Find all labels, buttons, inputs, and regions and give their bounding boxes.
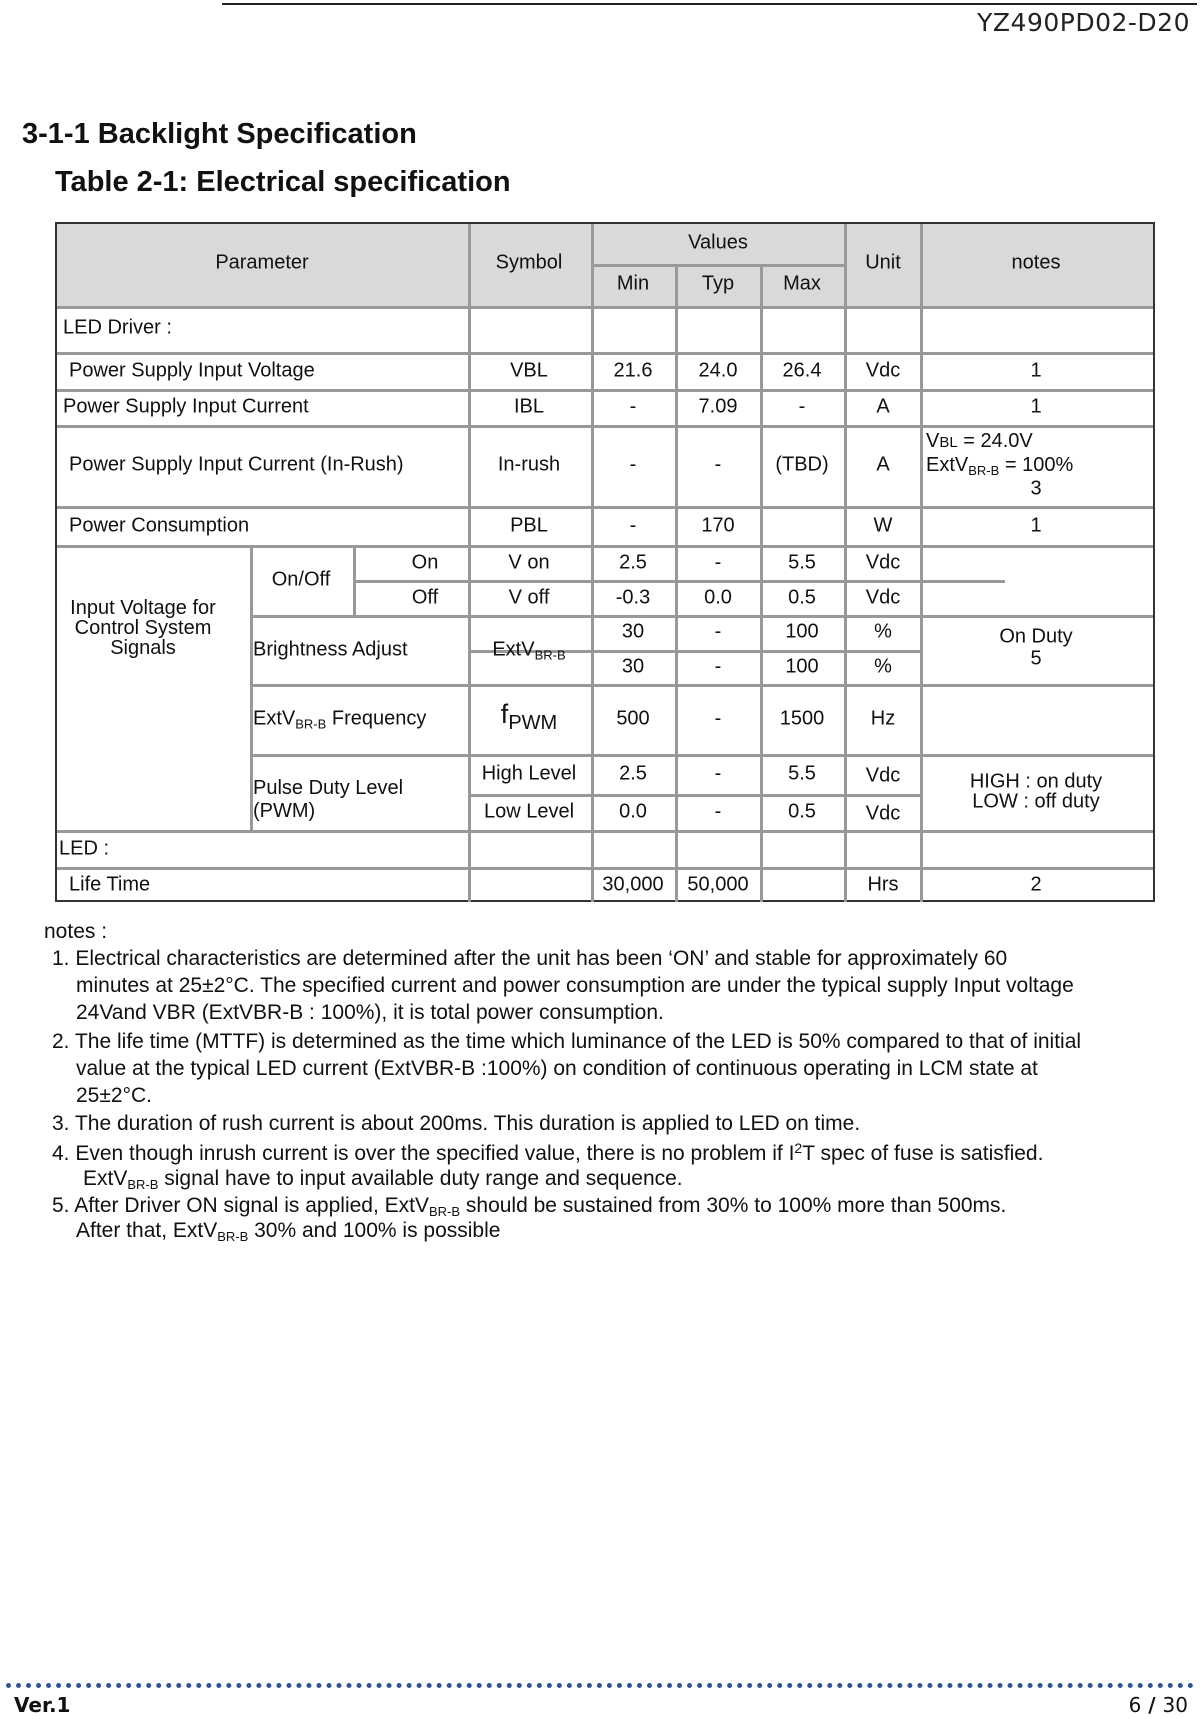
symbol-inrush: In-rush	[497, 453, 561, 476]
grid-line	[250, 754, 1153, 757]
symbol-high-level: High Level	[481, 762, 577, 785]
min-voff: -0.3	[615, 586, 651, 609]
grid-line	[57, 425, 1153, 428]
footer-version: Ver.1	[14, 1693, 71, 1717]
typ-power: 170	[701, 514, 735, 537]
note-life-time: 2	[1030, 873, 1042, 896]
max-psic: -	[798, 395, 806, 418]
note-on-duty-num: 5	[1030, 647, 1042, 670]
max-high: 5.5	[788, 762, 816, 785]
header-notes: notes	[1011, 251, 1061, 274]
grid-line	[760, 264, 763, 902]
max-brightness-1: 100	[785, 620, 819, 643]
frequency-label: ExtV$_{BR-B}$ Frequency	[253, 707, 427, 732]
note-inrush-ext: ExtV$_{BR-B}$ = 100%	[926, 454, 1074, 478]
typ-inrush: -	[714, 453, 722, 476]
unit-brightness-2: %	[874, 655, 892, 678]
typ-low: -	[714, 800, 722, 823]
note-on-duty: On Duty	[999, 625, 1073, 648]
typ-von: -	[714, 551, 722, 574]
header-max: Max	[783, 272, 821, 295]
pulse-duty-label-1: Pulse Duty Level	[253, 777, 404, 799]
unit-voff: Vdc	[865, 586, 901, 609]
typ-voff: 0.0	[704, 586, 732, 609]
unit-psiv: Vdc	[865, 359, 901, 382]
note-psic: 1	[1030, 395, 1042, 418]
led-label: LED :	[59, 837, 110, 860]
unit-life-time: Hrs	[867, 873, 899, 896]
header-symbol: Symbol	[495, 251, 563, 274]
notes-title: notes :	[44, 920, 108, 943]
header-values: Values	[688, 231, 748, 254]
symbol-psic: IBL	[513, 395, 545, 418]
table-title: Table 2-1: Electrical specification	[55, 166, 511, 198]
grid-line	[57, 352, 1153, 355]
param-power: Power Consumption	[69, 514, 250, 537]
document-id: YZ490PD02-D20	[977, 8, 1190, 37]
unit-von: Vdc	[865, 551, 901, 574]
symbol-low-level: Low Level	[483, 800, 575, 823]
min-life-time: 30,000	[602, 873, 664, 896]
typ-high: -	[714, 762, 722, 785]
grid-line	[468, 224, 471, 902]
max-brightness-2: 100	[785, 655, 819, 678]
min-power: -	[629, 514, 637, 537]
grid-line	[250, 615, 1153, 618]
header-unit: Unit	[865, 251, 901, 274]
note-1-line-2: minutes at 25±2°C. The specified current and power consumption are under the typical supply Input voltage	[76, 974, 1074, 997]
param-psiv: Power Supply Input Voltage	[69, 359, 315, 382]
max-voff: 0.5	[788, 586, 816, 609]
header-min: Min	[616, 272, 650, 295]
typ-freq: -	[714, 707, 722, 730]
min-psiv: 21.6	[613, 359, 653, 382]
note-4-line-1: 4. Even though inrush current is over the specified value, there is no problem if $I^2T$ spec of fuse is satisfied.	[52, 1140, 1044, 1165]
param-psic: Power Supply Input Current	[63, 395, 309, 418]
note-3: 3. The duration of rush current is about 200ms. This duration is applied to LED on time.	[52, 1112, 861, 1135]
grid-line	[591, 224, 594, 902]
note-4-line-2: ExtV$_{BR-B}$ signal have to input available duty range and sequence.	[83, 1167, 683, 1192]
symbol-fpwm: fPWM	[500, 699, 558, 734]
footer-dotted-rule	[6, 1683, 1194, 1688]
unit-high: Vdc	[865, 764, 901, 787]
grid-line	[57, 867, 1153, 870]
min-brightness-1: 30	[621, 620, 645, 643]
max-von: 5.5	[788, 551, 816, 574]
grid-line	[57, 545, 1153, 548]
note-inrush-vbl: VBL = 24.0V	[926, 430, 1033, 452]
note-5-line-1: 5. After Driver ON signal is applied, ExtV$_{BR-B}$ should be sustained from 30% to 100% more than 500ms.	[52, 1194, 1007, 1219]
min-von: 2.5	[619, 551, 647, 574]
min-psic: -	[629, 395, 637, 418]
note-1-line-3: 24Vand VBR (ExtVBR-B : 100%), it is total power consumption.	[76, 1001, 664, 1024]
grid-line	[920, 224, 923, 902]
unit-inrush: A	[876, 453, 890, 476]
grid-line	[250, 684, 1153, 687]
note-2-line-1: 2. The life time (MTTF) is determined as the time which luminance of the LED is 50% compared to that of initial	[52, 1030, 1082, 1053]
note-2-line-2: value at the typical LED current (ExtVBR-B :100%) on condition of continuous operating in LCM state at	[76, 1057, 1038, 1080]
electrical-spec-table	[55, 222, 1155, 902]
grid-line	[353, 545, 356, 615]
header-typ: Typ	[701, 272, 735, 295]
param-inrush: Power Supply Input Current (In-Rush)	[69, 453, 404, 476]
note-inrush-num: 3	[1030, 477, 1042, 500]
grid-line	[57, 830, 1153, 833]
header-parameter: Parameter	[215, 251, 309, 274]
symbol-power: PBL	[510, 514, 548, 537]
on-label: On	[411, 551, 439, 574]
max-low: 0.5	[788, 800, 816, 823]
grid-line	[353, 580, 1005, 583]
min-brightness-2: 30	[621, 655, 645, 678]
note-5-line-2: After that, ExtV$_{BR-B}$ 30% and 100% is possible	[76, 1219, 501, 1244]
typ-brightness-1: -	[714, 620, 722, 643]
typ-psiv: 24.0	[698, 359, 738, 382]
grid-line	[591, 264, 846, 267]
grid-line	[675, 264, 678, 902]
symbol-extvbrb: ExtV$_{BR-B}$	[492, 638, 566, 663]
note-2-line-3: 25±2°C.	[76, 1084, 152, 1107]
min-inrush: -	[629, 453, 637, 476]
unit-brightness-1: %	[874, 620, 892, 643]
min-freq: 500	[616, 707, 650, 730]
onoff-label: On/Off	[271, 568, 331, 591]
unit-low: Vdc	[865, 802, 901, 825]
symbol-psiv: VBL	[510, 359, 548, 382]
footer-page-number: 6 / 30	[1128, 1693, 1188, 1717]
grid-line	[844, 224, 847, 902]
unit-freq: Hz	[870, 707, 896, 730]
symbol-voff: V off	[508, 586, 550, 609]
min-high: 2.5	[619, 762, 647, 785]
grid-line	[57, 389, 1153, 392]
typ-life-time: 50,000	[687, 873, 749, 896]
grid-line	[57, 506, 1153, 509]
param-life-time: Life Time	[69, 873, 151, 896]
note-high-on-duty: HIGH : on duty	[969, 770, 1103, 793]
max-inrush: (TBD)	[775, 453, 829, 476]
symbol-von: V on	[508, 551, 550, 574]
pulse-duty-label-2: (PWM)	[253, 800, 316, 822]
unit-power: W	[873, 514, 893, 537]
typ-brightness-2: -	[714, 655, 722, 678]
grid-line	[468, 794, 920, 797]
max-freq: 1500	[779, 707, 825, 730]
typ-psic: 7.09	[698, 395, 738, 418]
section-title: 3-1-1 Backlight Specification	[22, 118, 417, 150]
min-low: 0.0	[619, 800, 647, 823]
off-label: Off	[411, 586, 439, 609]
note-psiv: 1	[1030, 359, 1042, 382]
max-psiv: 26.4	[782, 359, 822, 382]
unit-psic: A	[876, 395, 890, 418]
brightness-adjust-label: Brightness Adjust	[253, 638, 408, 661]
grid-line	[57, 306, 1153, 309]
note-power: 1	[1030, 514, 1042, 537]
input-voltage-group-label: Input Voltage for Control System Signals	[70, 597, 216, 659]
note-low-off-duty: LOW : off duty	[972, 790, 1100, 813]
led-driver-label: LED Driver :	[63, 316, 172, 339]
header-rule	[222, 3, 1197, 5]
note-1-line-1: 1. Electrical characteristics are determined after the unit has been ‘ON’ and stable for approximately 60	[52, 947, 1008, 970]
